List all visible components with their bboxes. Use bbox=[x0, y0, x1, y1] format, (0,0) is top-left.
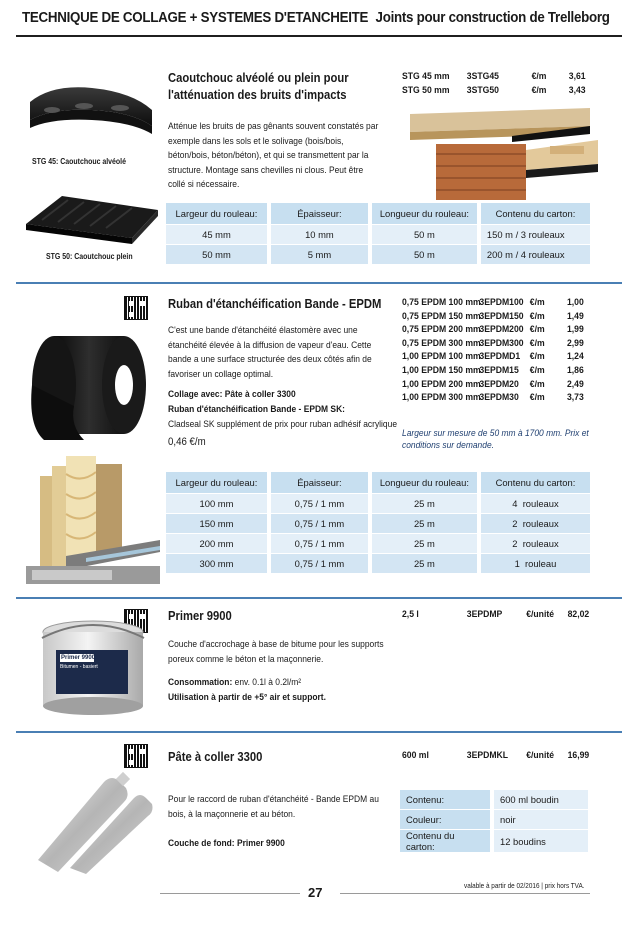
epdm-install-image bbox=[26, 454, 160, 584]
header-subtitle: Joints pour construction de Trelleborg bbox=[375, 10, 610, 26]
section1-title-line2: l'atténuation des bruits d'impacts bbox=[168, 88, 347, 102]
price-row: 0,75 EPDM 200 mm3EPDM200 €/m 1,99 bbox=[402, 324, 584, 336]
section-divider bbox=[16, 597, 622, 599]
glue-tubes-image bbox=[26, 764, 156, 874]
caption-stg50: STG 50: Caoutchouc plein bbox=[46, 252, 133, 261]
header-title: TECHNIQUE DE COLLAGE + SYSTEMES D'ETANCHEITE bbox=[22, 10, 369, 26]
collage-with: Collage avec: Pâte à coller 3300 bbox=[168, 389, 296, 400]
section3-title: Primer 9900 bbox=[168, 609, 232, 623]
section-divider bbox=[16, 282, 622, 284]
base-coat: Couche de fond: Primer 9900 bbox=[168, 838, 285, 849]
table-row: 200 mm 0,75 / 1 mm 25 m 2 rouleaux bbox=[166, 533, 590, 553]
table-row: Couleur: noir bbox=[400, 810, 588, 830]
footer-rule-left bbox=[160, 893, 300, 894]
table-header-row: Largeur du rouleau: Épaisseur: Longueur du rouleau: Contenu du carton: bbox=[166, 203, 590, 224]
stg45-image bbox=[22, 62, 157, 150]
section1-install-image bbox=[400, 104, 598, 200]
price-row: 0,75 EPDM 100 mm3EPDM100 €/m 1,00 bbox=[402, 297, 584, 308]
can-label: Primer 9900 bbox=[61, 655, 96, 661]
section1-description: Atténue les bruits de pas gênants souvent constatés par exemple dans les sols et le solivage (bois/bois, béton/bois, béton/béton), et qui se transmettent par la structure. Montage sans chevilles ni clous. Peut être collé si nécessaire. bbox=[168, 121, 379, 191]
consumption: Consommation: env. 0.1l à 0.2l/m² bbox=[168, 677, 302, 688]
header-rule bbox=[16, 35, 622, 37]
section2-note: Largeur sur mesure de 50 mm à 1700 mm. Prix et conditions sur demande. bbox=[402, 428, 589, 451]
section3-price-row: 2,5 l 3EPDMP €/unité 82,02 bbox=[402, 609, 590, 620]
epdm-roll-image bbox=[24, 316, 156, 446]
section4-title: Pâte à coller 3300 bbox=[168, 750, 263, 764]
section1-title-line1: Caoutchouc alvéolé ou plein pour bbox=[168, 71, 349, 85]
validity-note: valable à partir de 02/2016 | prix hors TVA. bbox=[464, 881, 585, 890]
stg50-image bbox=[22, 186, 162, 246]
section1-spec-table bbox=[166, 203, 590, 264]
can-sublabel: Bitumen - basiert bbox=[60, 664, 98, 670]
page-header bbox=[22, 10, 610, 26]
price-row: 1,00 EPDM 300 mm3EPDM30 €/m 3,73 bbox=[402, 392, 584, 404]
table-header-row: Largeur du rouleau: Épaisseur: Longueur du rouleau: Contenu du carton: bbox=[166, 472, 590, 493]
table-row: 45 mm 10 mm 50 m 150 m / 3 rouleaux bbox=[166, 224, 590, 244]
table-row: Contenu: 600 ml boudin bbox=[400, 790, 588, 810]
table-row: 150 mm 0,75 / 1 mm 25 m 2 rouleaux bbox=[166, 513, 590, 533]
table-row: Contenu du carton: 12 boudins bbox=[400, 830, 588, 853]
price-row: 1,00 EPDM 100 mm3EPDMD1 €/m 1,24 bbox=[402, 351, 584, 363]
table-row: 100 mm 0,75 / 1 mm 25 m 4 rouleaux bbox=[166, 493, 590, 513]
section1-price-row-1: STG 45 mm 3STG45 €/m 3,61 bbox=[402, 71, 586, 82]
price-row: 1,00 EPDM 150 mm3EPDM15 €/m 1,86 bbox=[402, 365, 584, 376]
section4-description: Pour le raccord de ruban d'étanchéité - Bande EPDM au bois, à la maçonnerie et au béton. bbox=[168, 794, 379, 820]
usage-note: Utilisation à partir de +5° air et support. bbox=[168, 692, 326, 703]
section4-info-table bbox=[400, 789, 588, 852]
price-row: 0,75 EPDM 300 mm3EPDM300 €/m 2,99 bbox=[402, 337, 584, 349]
sk-text: Cladseal SK supplément de prix pour ruban adhésif acrylique bbox=[168, 419, 398, 430]
caption-stg45: STG 45: Caoutchouc alvéolé bbox=[32, 157, 126, 166]
section1-price-row-2: STG 50 mm 3STG50 €/m 3,43 bbox=[402, 85, 586, 96]
page-number: 27 bbox=[308, 885, 323, 900]
table-row: 300 mm 0,75 / 1 mm 25 m 1 rouleau bbox=[166, 553, 590, 573]
price-row: 0,75 EPDM 150 mm3EPDM150 €/m 1,49 bbox=[402, 310, 584, 322]
sk-price: 0,46 €/m bbox=[168, 436, 206, 448]
section-divider bbox=[16, 731, 622, 733]
price-row: 1,00 EPDM 200 mm3EPDM20 €/m 2,49 bbox=[402, 378, 584, 390]
footer-rule-right bbox=[340, 893, 590, 894]
sk-title: Ruban d'étanchéification Bande - EPDM SK: bbox=[168, 404, 345, 415]
section2-title: Ruban d'étanchéification Bande - EPDM bbox=[168, 297, 382, 311]
table-row: 50 mm 5 mm 50 m 200 m / 4 rouleaux bbox=[166, 244, 590, 264]
section3-description: Couche d'accrochage à base de bitume pour les supports poreux comme le béton et la maçonnerie. bbox=[168, 639, 384, 665]
section2-spec-table bbox=[166, 472, 590, 573]
section4-price-row: 600 ml 3EPDMKL €/unité 16,99 bbox=[402, 750, 590, 761]
section2-description: C'est une bande d'étanchéité élastomère avec une étanchéité élevée à la diffusion de vapeur d'eau. Cette bande a une surface structurée des deux côtés afin de favoriser un collage optimal. bbox=[168, 325, 372, 380]
